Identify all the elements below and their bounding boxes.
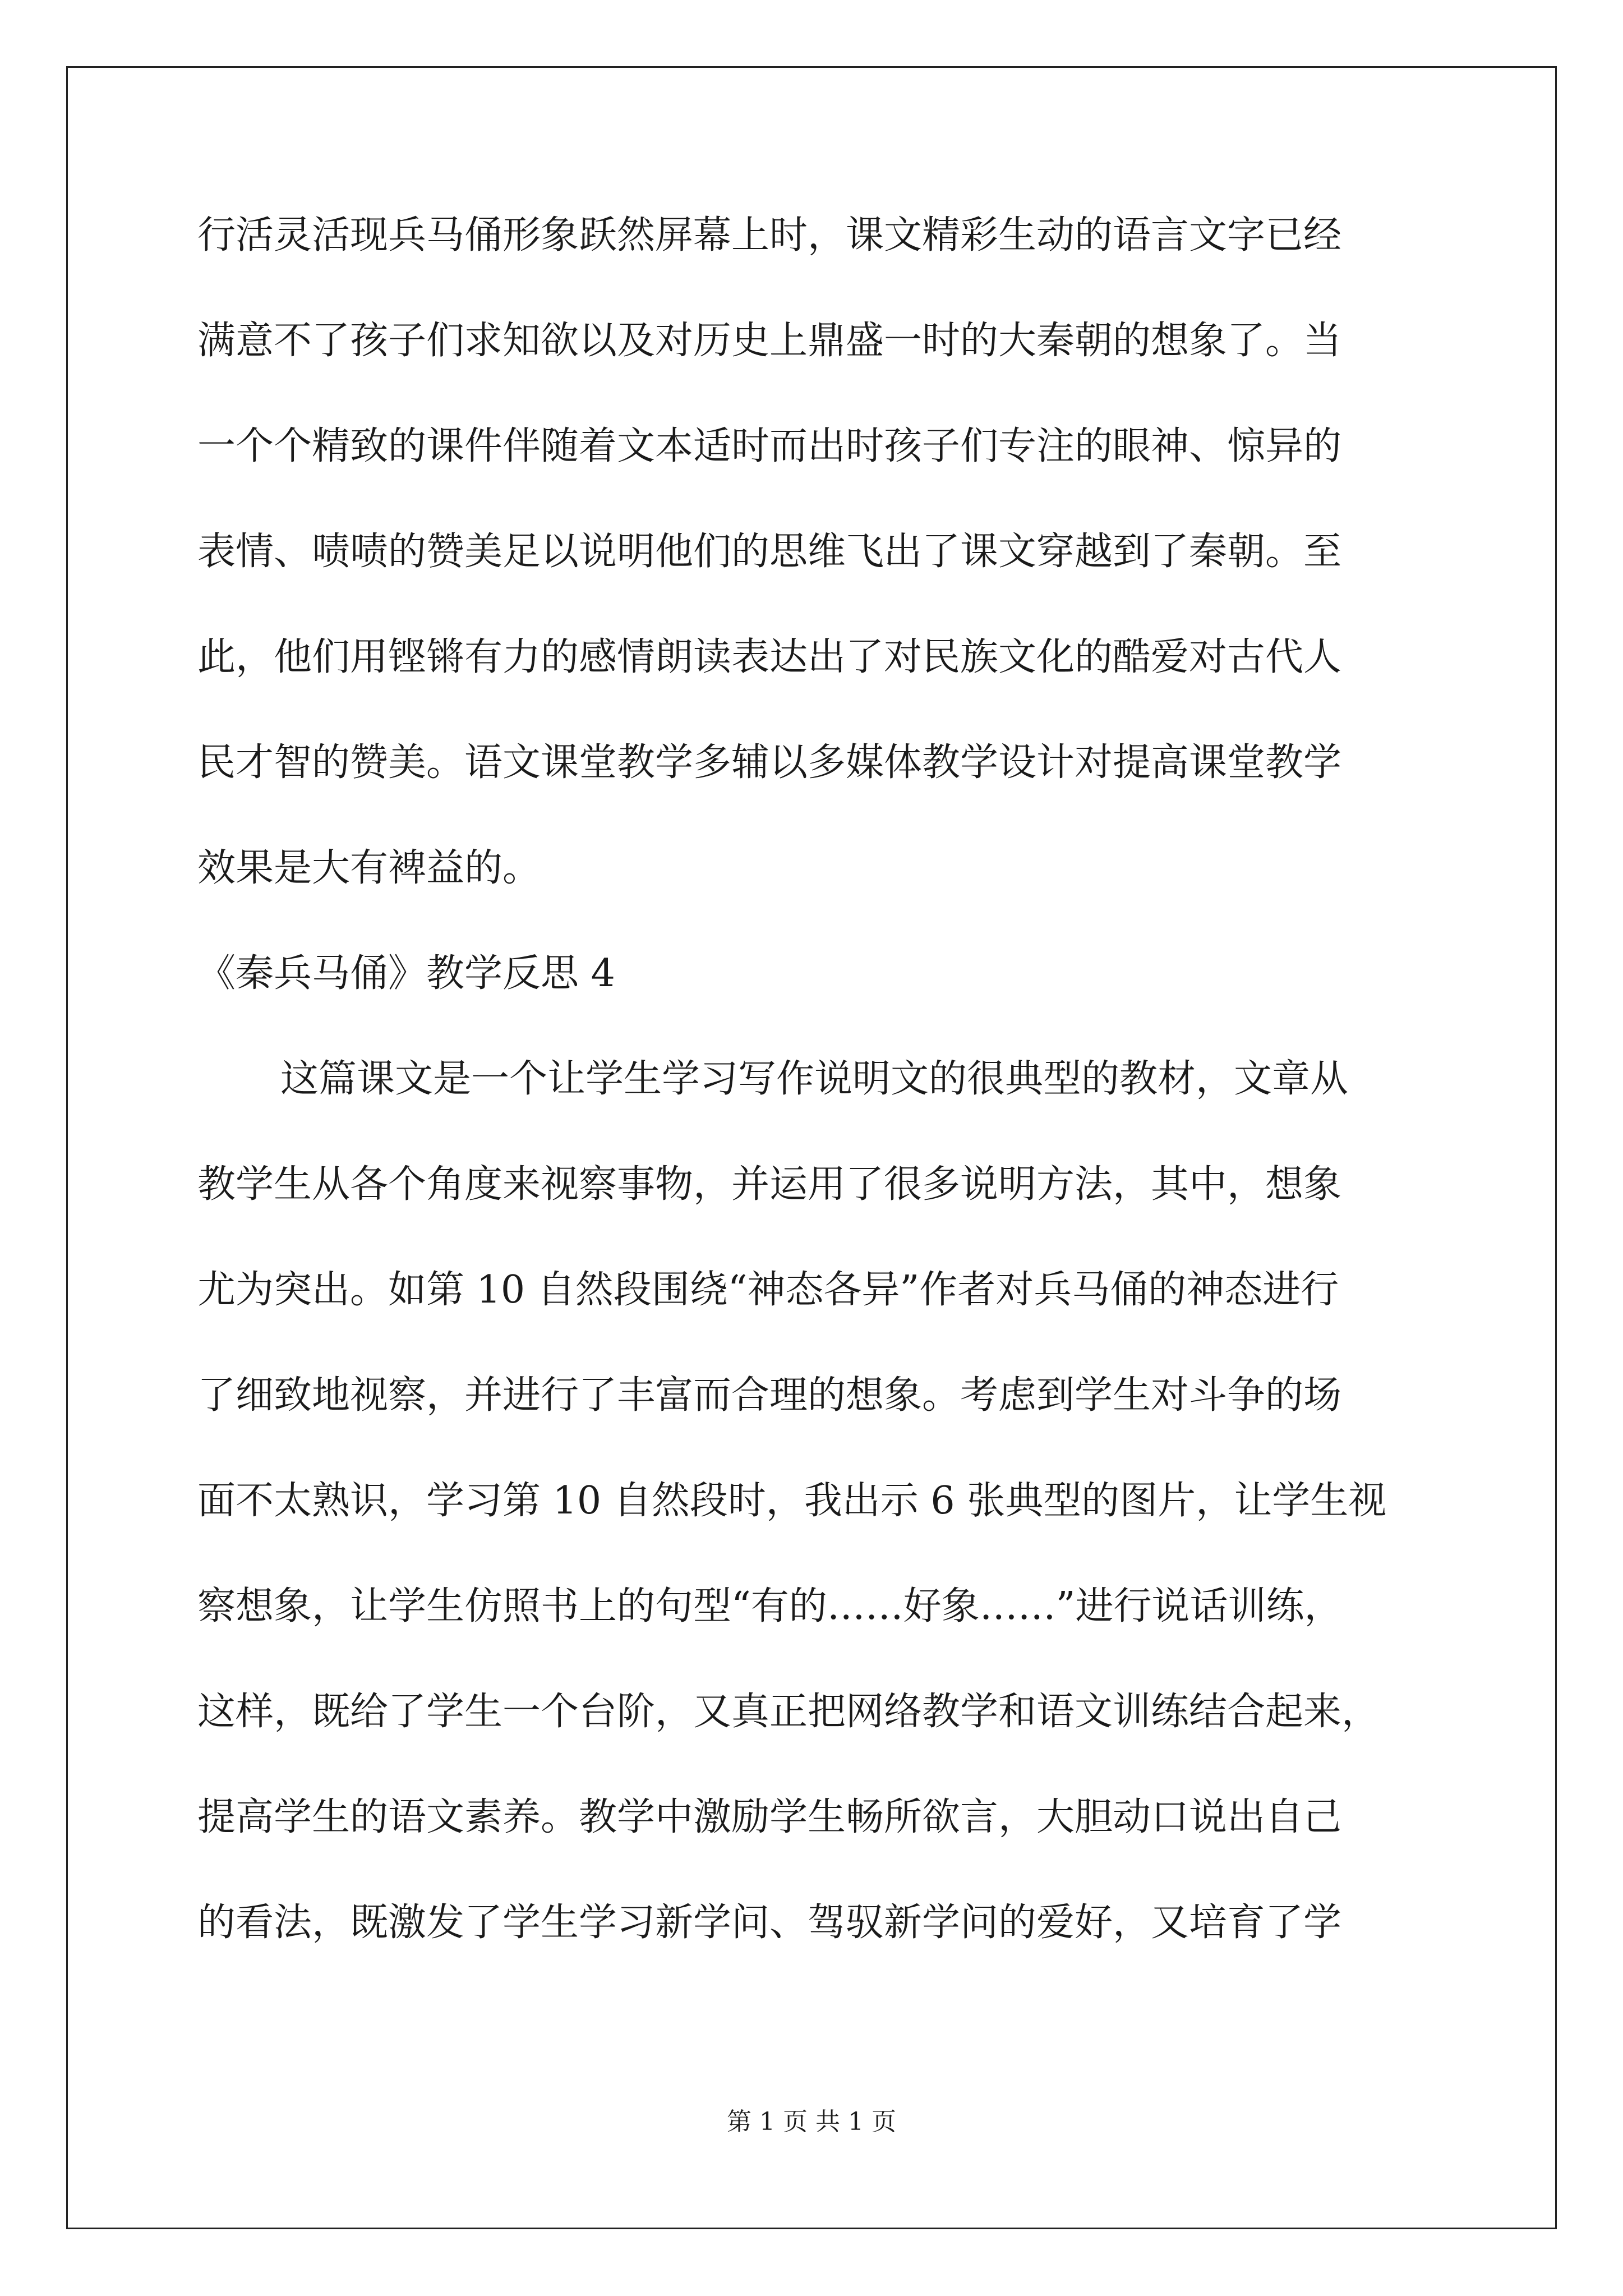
page-footer: 第 1 页 共 1 页 [727, 2108, 896, 2136]
text-line: 尤为突出。如第 10 自然段围绕“神态各异”作者对兵马俑的神态进行 [197, 1268, 1339, 1312]
text-line: 提高学生的语文素养。教学中激励学生畅所欲言，大胆动口说出自己 [197, 1795, 1342, 1839]
text-line: 行活灵活现兵马俑形象跃然屏幕上时，课文精彩生动的语言文字已经 [197, 213, 1342, 257]
text-line: 此，他们用铿锵有力的感情朗读表达出了对民族文化的酷爱对古代人 [197, 635, 1342, 679]
text-line: 效果是大有裨益的。 [197, 846, 541, 890]
paragraph-first-line: 这篇课文是一个让学生学习写作说明文的很典型的教材，文章从 [280, 1057, 1349, 1101]
text-line: 的看法，既激发了学生学习新学问、驾驭新学问的爱好，又培育了学 [197, 1901, 1342, 1945]
section-heading: 《秦兵马俑》教学反思 4 [197, 951, 615, 996]
text-line: 一个个精致的课件伴随着文本适时而出时孩子们专注的眼神、惊异的 [197, 424, 1342, 468]
text-line: 满意不了孩子们求知欲以及对历史上鼎盛一时的大秦朝的想象了。当 [197, 319, 1342, 363]
text-line: 这样，既给了学生一个台阶，又真正把网络教学和语文训练结合起来， [197, 1690, 1380, 1734]
text-line: 民才智的赞美。语文课堂教学多辅以多媒体教学设计对提高课堂教学 [197, 740, 1342, 785]
text-line: 面不太熟识，学习第 10 自然段时，我出示 6 张典型的图片，让学生视 [197, 1479, 1387, 1523]
text-line: 表情、啧啧的赞美足以说明他们的思维飞出了课文穿越到了秦朝。至 [197, 530, 1342, 574]
text-line: 了细致地视察，并进行了丰富而合理的想象。考虑到学生对斗争的场 [197, 1373, 1342, 1418]
text-line: 教学生从各个角度来视察事物，并运用了很多说明方法，其中，想象 [197, 1162, 1342, 1207]
text-line: 察想象，让学生仿照书上的句型“有的……好象……”进行说话训练， [197, 1584, 1343, 1628]
